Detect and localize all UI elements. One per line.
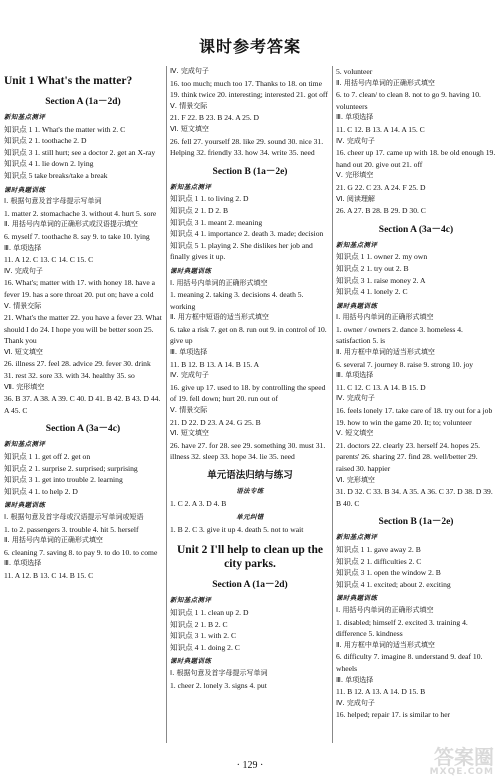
exercise-heading: Ⅱ. 用方框中单词的适当形式填空 [336,640,435,649]
answer-line: 知识点 1 1. to living 2. D [170,194,249,204]
page-number: · 129 · [236,760,264,771]
answer-line: 知识点 3 1. open the window 2. B [336,568,441,578]
answer-line: 6. several 7. journey 8. raise 9. strong 10. joy [336,359,474,369]
subsection-tag: 新知基点测评 [4,113,46,121]
answer-line: 1. C 2. A 3. D 4. B [170,498,227,508]
answer-line: 1. disabled; himself 2. excited 3. training 4. difference 5. kindness [336,617,468,639]
exercise-heading: Ⅲ. 单项选择 [336,371,374,380]
answer-line: 知识点 2 1. D 2. B [170,205,229,215]
answer-line: 5. volunteer [336,67,373,76]
answer-line: 11. A 12. C 13. C 14. C 15. C [4,255,94,265]
answer-line: 21. D 22. D 23. A 24. G 25. B [170,417,261,427]
exercise-heading: Ⅰ. 用括号内单词的正确形式填空 [336,313,434,322]
section-heading: Section B (1a－2e) [212,166,288,177]
answer-line: 11. A 12. B 13. C 14. B 15. C [4,570,94,580]
exercise-heading: Ⅳ. 完成句子 [170,371,209,380]
answer-line: 知识点 4 1. excited; about 2. exciting [336,579,451,589]
exercise-heading: Ⅵ. 短文填空 [170,429,209,438]
answer-line: 知识点 4 1. lonely 2. C [336,287,408,297]
answer-line: 知识点 2 1. surprise 2. surprised; surprising [4,463,138,473]
subsection-tag: 语法专练 [236,487,264,495]
answer-line: 11. B 12. B 13. A 14. B 15. A [170,359,260,369]
answer-line: 6. myself 7. toothache 8. say 9. to take 10. lying [4,231,150,241]
answer-line: 26. have 27. for 28. see 29. something 30. must 31. illness 32. sleep 33. hope 34. lie 35. need [170,440,326,462]
exercise-heading: Ⅱ. 用括号内单词的正确形式填空 [4,536,103,545]
answer-line: 6. take a risk 7. get on 8. run out 9. in control of 10. give up [170,324,327,346]
page-title: 课时参考答案 [198,37,301,56]
answer-line: 知识点 1 1. clean up 2. D [170,607,249,617]
section-heading: Section A (1a－2d) [45,97,121,107]
exercise-heading: Ⅱ. 用方框中短语的适当形式填空 [170,313,269,322]
column-divider [332,66,333,743]
section-heading: Section B (1a－2e) [378,517,454,528]
answer-line: 26. A 27. B 28. B 29. D 30. C [336,206,426,216]
exercise-heading: Ⅵ. 短文填空 [170,124,209,133]
answer-line: 知识点 4 1. doing 2. C [170,642,240,652]
exercise-heading: Ⅵ. 短文填空 [4,347,43,356]
answer-line: 知识点 2 1. toothache 2. D [4,136,87,146]
subsection-tag: 新知基点测评 [170,182,212,191]
answer-line: 知识点 3 1. meant 2. meaning [170,217,263,227]
exercise-heading: Ⅴ. 情景交际 [170,101,208,110]
subsection-tag: 课时典题训练 [170,657,212,666]
exercise-heading: Ⅰ. 根据句意及首字母提示写单词 [4,197,102,206]
answer-line: 1. matter 2. stomachache 3. without 4. hurt 5. sore [4,208,157,218]
subsection-tag: 课时典题训练 [4,501,46,510]
answer-line: 知识点 3 1. get into trouble 2. learning [4,475,123,485]
unit-heading: Unit 1 What's the matter? [4,75,133,87]
answer-line: 11. B 12. A 13. A 14. D 15. B [336,687,426,697]
answer-line: 1. meaning 2. taking 3. decisions 4. death 5. working [170,290,304,311]
exercise-heading: Ⅳ. 完成句子 [336,394,375,403]
answer-line: 知识点 1 1. What's the matter with 2. C [4,124,126,134]
answer-line: 26. fell 27. yourself 28. like 29. sound 30. nice 31. Helping 32. friendly 33. how 34. write 35. need [170,136,324,158]
answer-line: 知识点 4 1. lie down 2. lying [4,159,94,169]
watermark-logo [430,747,494,777]
exercise-heading: Ⅰ. 根据句意及首字母或汉语提示写单词或短语 [4,513,144,521]
answer-line: 16. give up 17. used to 18. by controlling the speed of 19. fell down; hurt 20. run out of [170,382,326,404]
exercise-heading: Ⅱ. 用方框中单词的适当形式填空 [336,348,435,357]
exercise-heading: Ⅵ. 阅读理解 [336,194,375,203]
exercise-heading: Ⅲ. 单项选择 [170,348,208,357]
exercise-heading: Ⅳ. 完成句子 [336,136,375,145]
subsection-tag: 课时典题训练 [170,266,212,275]
answer-line: 知识点 5 take breaks/take a break [4,170,108,180]
exercise-heading: Ⅴ. 情景交际 [4,301,42,310]
answer-line: 1. B 2. C 3. give it up 4. death 5. not to wait [170,524,304,534]
subsection-tag: 新知基点测评 [336,240,378,249]
answer-line: 21. F 22. B 23. B 24. A 25. D [170,113,260,123]
column-divider [166,66,167,743]
answer-line: 11. C 12. B 13. A 14. A 15. C [336,124,425,134]
exercise-heading: Ⅳ. 完成句子 [170,67,209,75]
section-heading: Section A (3a－4c) [378,224,454,235]
subsection-tag: 课时典题训练 [336,301,378,310]
exercise-heading: Ⅴ. 情景交际 [170,406,208,415]
subsection-tag: 新知基点测评 [170,596,212,605]
exercise-heading: Ⅳ. 完成句子 [336,698,375,707]
subsection-tag: 新知基点测评 [4,440,46,449]
answer-line: 6. cleaning 7. saving 8. to pay 9. to do 10. to come [4,547,158,557]
answer-line: 21. G 22. C 23. A 24. F 25. D [336,182,426,192]
answer-column-left [4,66,162,743]
answer-line: 21. What's the matter 22. you have a fever 23. What should I do 24. I hope you will be better soon 25. Thank you [4,313,162,346]
exercise-heading: Ⅲ. 单项选择 [4,243,42,252]
exercise-heading: Ⅶ. 完形填空 [4,382,45,391]
answer-line: 知识点 3 1. raise money 2. A [336,275,426,285]
answer-line: 1. to 2. passengers 3. trouble 4. hit 5. herself [4,524,139,534]
answer-column-middle [170,66,330,743]
answer-line: 36. B 37. A 38. A 39. C 40. D 41. B 42. B 43. D 44. A 45. C [4,394,161,415]
subsection-tag: 新知基点测评 [336,533,378,542]
exercise-heading: Ⅵ. 完形填空 [336,475,375,484]
answer-line: 知识点 4 1. importance 2. death 3. made; decision [170,229,324,239]
answer-line: 16. What's; matter with 17. with honey 18. have a fever 19. has a sore throat 20. put on; have a cold [4,278,155,299]
answer-line: 知识点 2 1. difficulties 2. C [336,556,422,566]
unit-heading: Unit 2 I'll help to clean up the city parks. [176,544,323,571]
answer-line: 1. owner / owners 2. dance 3. homeless 4. satisfaction 5. is [336,324,463,346]
answer-line: 知识点 3 1. still hurt; see a doctor 2. get an X-ray [4,147,156,157]
exercise-heading: Ⅱ. 用括号内单词的正确形式或汉语提示填空 [4,220,138,229]
section-heading: Section A (3a－4c) [45,424,121,435]
answer-line: 知识点 5 1. playing 2. She dislikes her job and finally gives it up. [170,240,313,262]
answer-line: 知识点 1 1. get off 2. get on [4,452,91,462]
exercise-heading: Ⅲ. 单项选择 [4,559,42,568]
answer-line: 6. to 7. clean/ to clean 8. not to go 9. having 10. volunteers [336,90,481,111]
exercise-heading: Ⅴ. 完形填空 [336,171,374,180]
watermark-line-2: MXQE.COM [429,767,494,777]
exercise-heading: Ⅰ. 根据句意及首字母提示写单词 [170,668,268,677]
exercise-heading: Ⅲ. 单项选择 [336,675,374,684]
section-heading: 单元语法归纳与练习 [207,471,293,481]
subsection-tag: 单元纠错 [236,513,264,522]
answer-line: 31. D 32. C 33. B 34. A 35. A 36. C 37. D 38. D 39. B 40. C [336,487,493,508]
answer-line: 1. cheer 2. lonely 3. signs 4. put [170,680,267,690]
answer-line: 26. illness 27. feel 28. advice 29. fever 30. drink 31. rest 32. sore 33. with 34. healthy 35. so [4,359,151,381]
answer-line: 6. difficulty 7. imagine 8. understand 9. deaf 10. wheels [336,652,483,673]
subsection-tag: 课时典题训练 [4,185,46,194]
answer-line: 16. cheer up 17. came up with 18. be old enough 19. hand out 20. give out 21. off [336,148,496,169]
answer-line: 11. C 12. C 13. A 14. B 15. D [336,382,426,392]
answer-line: 16. feels lonely 17. take care of 18. try out for a job 19. how to win the game 20. It; to; volunteer [336,406,493,427]
subsection-tag: 课时典题训练 [336,594,378,603]
answer-line: 知识点 4 1. to help 2. D [4,486,78,496]
exercise-heading: Ⅲ. 单项选择 [336,113,374,122]
answer-line: 知识点 3 1. with 2. C [170,631,237,641]
exercise-heading: Ⅰ. 用括号内单词的正确形式填空 [336,605,434,614]
answer-line: 知识点 1 1. owner 2. my own [336,252,428,262]
watermark-line-1: 答案圈 [434,745,494,769]
answer-line: 知识点 2 1. B 2. C [170,619,228,629]
exercise-heading: Ⅰ. 用括号内单词的正确形式填空 [170,278,268,287]
exercise-heading: Ⅱ. 用括号内单词的正确形式填空 [336,78,435,87]
answer-column-right [336,66,496,743]
answer-line: 16. too much; much too 17. Thanks to 18. on time 19. think twice 20. interesting; interested 21. got off [170,78,328,100]
exercise-heading: Ⅳ. 完成句子 [4,266,43,275]
answer-line: 21. doctors 22. clearly 23. herself 24. hopes 25. parents' 26. sharing 27. find 28. well/better 29. raised 30. happier [336,440,481,473]
answer-line: 知识点 2 1. try out 2. B [336,263,409,273]
answer-line: 知识点 1 1. gave away 2. B [336,544,421,554]
exercise-heading: Ⅴ. 短文填空 [336,429,374,438]
answer-line: 16. helped; repair 17. is similar to her [336,710,451,720]
section-heading: Section A (1a－2d) [212,580,288,591]
